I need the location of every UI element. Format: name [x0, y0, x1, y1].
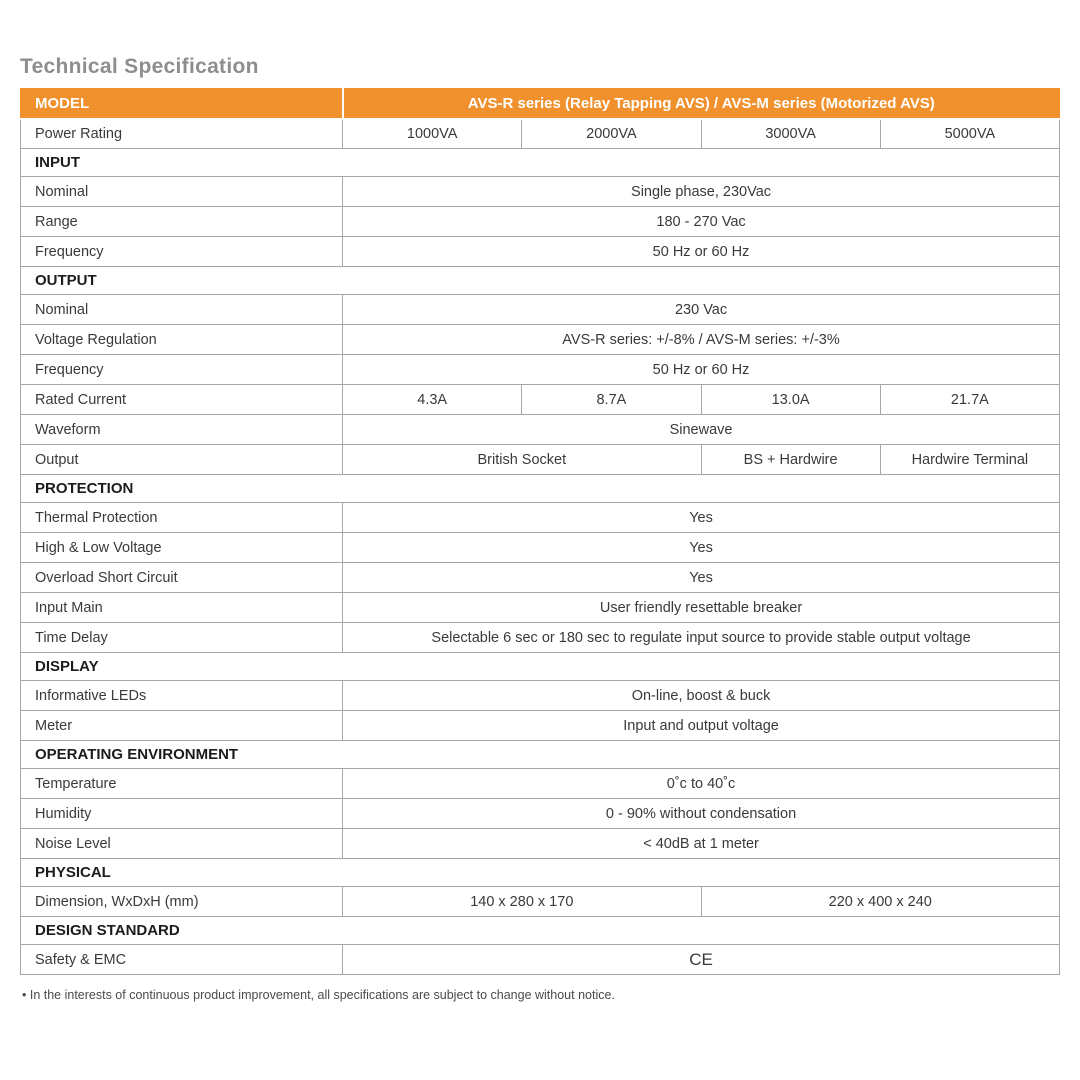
row-value: Hardwire Terminal	[880, 445, 1059, 475]
power-rating-row	[21, 119, 1060, 149]
row-value: 220 x 400 x 240	[701, 887, 1059, 917]
section-row-output	[21, 267, 1060, 295]
row-label: Informative LEDs	[21, 681, 343, 711]
section-row-display	[21, 653, 1060, 681]
section-title: OUTPUT	[21, 267, 1060, 295]
row-value: Yes	[343, 503, 1060, 533]
row-value: CE	[343, 945, 1060, 975]
row-value: User friendly resettable breaker	[343, 593, 1060, 623]
row-label: Noise Level	[21, 829, 343, 859]
table-row	[21, 207, 1060, 237]
row-value: 1000VA	[343, 119, 522, 149]
section-row-design-standard	[21, 917, 1060, 945]
table-row	[21, 177, 1060, 207]
row-label: Meter	[21, 711, 343, 741]
row-label: Waveform	[21, 415, 343, 445]
row-value: 50 Hz or 60 Hz	[343, 237, 1060, 267]
section-row-operating-environment	[21, 741, 1060, 769]
row-label: Safety & EMC	[21, 945, 343, 975]
row-value: 140 x 280 x 170	[343, 887, 701, 917]
table-row	[21, 769, 1060, 799]
series-header-value: AVS-R series (Relay Tapping AVS) / AVS-M series (Motorized AVS)	[343, 89, 1060, 119]
table-header-row	[21, 89, 1060, 119]
row-value: 230 Vac	[343, 295, 1060, 325]
table-row	[21, 681, 1060, 711]
table-row	[21, 711, 1060, 741]
table-row	[21, 623, 1060, 653]
row-label: Output	[21, 445, 343, 475]
table-row	[21, 295, 1060, 325]
section-title: PROTECTION	[21, 475, 1060, 503]
row-value: On-line, boost & buck	[343, 681, 1060, 711]
row-value: Selectable 6 sec or 180 sec to regulate input source to provide stable output voltage	[343, 623, 1060, 653]
section-title: DISPLAY	[21, 653, 1060, 681]
table-row	[21, 563, 1060, 593]
row-value: 13.0A	[701, 385, 880, 415]
row-value: Yes	[343, 533, 1060, 563]
row-label: Nominal	[21, 295, 343, 325]
row-value: Input and output voltage	[343, 711, 1060, 741]
table-row	[21, 503, 1060, 533]
table-row	[21, 533, 1060, 563]
row-value: 180 - 270 Vac	[343, 207, 1060, 237]
model-header-label: MODEL	[21, 89, 343, 119]
row-value: Single phase, 230Vac	[343, 177, 1060, 207]
rated-current-row	[21, 385, 1060, 415]
dimension-row	[21, 887, 1060, 917]
row-value: < 40dB at 1 meter	[343, 829, 1060, 859]
spec-table	[20, 88, 1060, 975]
table-row	[21, 325, 1060, 355]
row-label: Power Rating	[21, 119, 343, 149]
row-label: Frequency	[21, 237, 343, 267]
row-label: Overload Short Circuit	[21, 563, 343, 593]
row-value: 3000VA	[701, 119, 880, 149]
section-title: PHYSICAL	[21, 859, 1060, 887]
row-label: Nominal	[21, 177, 343, 207]
table-row	[21, 799, 1060, 829]
footnote: • In the interests of continuous product improvement, all specifications are subject to change without notice.	[22, 988, 615, 1002]
table-row	[21, 593, 1060, 623]
section-row-protection	[21, 475, 1060, 503]
section-row-physical	[21, 859, 1060, 887]
row-label: Rated Current	[21, 385, 343, 415]
row-label: Voltage Regulation	[21, 325, 343, 355]
section-title: INPUT	[21, 149, 1060, 177]
table-row	[21, 355, 1060, 385]
table-row	[21, 829, 1060, 859]
table-row	[21, 237, 1060, 267]
row-value: 2000VA	[522, 119, 701, 149]
safety-emc-row	[21, 945, 1060, 975]
row-value: 0˚c to 40˚c	[343, 769, 1060, 799]
row-value: 5000VA	[880, 119, 1059, 149]
section-title: DESIGN STANDARD	[21, 917, 1060, 945]
row-value: 8.7A	[522, 385, 701, 415]
row-value: AVS-R series: +/-8% / AVS-M series: +/-3%	[343, 325, 1060, 355]
row-value: Yes	[343, 563, 1060, 593]
row-value: British Socket	[343, 445, 701, 475]
section-row-input	[21, 149, 1060, 177]
table-row	[21, 415, 1060, 445]
row-label: Range	[21, 207, 343, 237]
page-title: Technical Specification	[20, 55, 259, 78]
row-value: BS + Hardwire	[701, 445, 880, 475]
row-value: 21.7A	[880, 385, 1059, 415]
row-value: 50 Hz or 60 Hz	[343, 355, 1060, 385]
row-label: Time Delay	[21, 623, 343, 653]
row-label: Humidity	[21, 799, 343, 829]
row-label: High & Low Voltage	[21, 533, 343, 563]
row-label: Thermal Protection	[21, 503, 343, 533]
row-label: Temperature	[21, 769, 343, 799]
row-label: Input Main	[21, 593, 343, 623]
row-value: Sinewave	[343, 415, 1060, 445]
row-value: 4.3A	[343, 385, 522, 415]
row-label: Dimension, WxDxH (mm)	[21, 887, 343, 917]
row-label: Frequency	[21, 355, 343, 385]
row-value: 0 - 90% without condensation	[343, 799, 1060, 829]
output-socket-row	[21, 445, 1060, 475]
section-title: OPERATING ENVIRONMENT	[21, 741, 1060, 769]
spec-sheet-page	[20, 55, 1060, 1002]
